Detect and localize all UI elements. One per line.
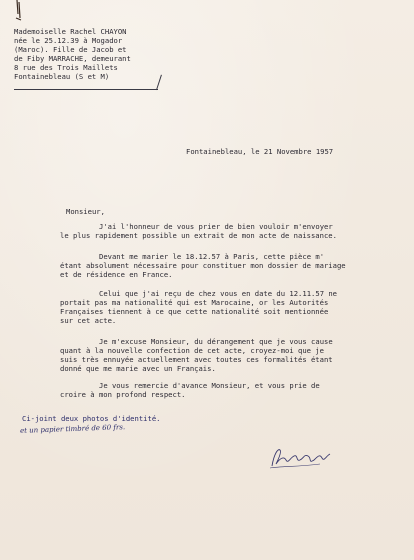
sender-line: Mademoiselle Rachel CHAYON bbox=[14, 27, 127, 36]
body-line: Je m'excuse Monsieur, du dérangement que je vous cause bbox=[99, 337, 333, 346]
sender-line: 8 rue des Trois Maillets bbox=[14, 63, 118, 72]
body-line: portait pas ma nationalité qui est Marocaine, or les Autorités bbox=[60, 298, 329, 307]
body-line: Devant me marier le 18.12.57 à Paris, cette pièce m' bbox=[99, 252, 325, 261]
body-line: et de résidence en France. bbox=[60, 270, 173, 279]
handwritten-note: et un papier timbré de 60 frs. bbox=[19, 423, 126, 435]
sender-line: née le 25.12.39 à Mogador bbox=[14, 36, 123, 45]
body-line: J'ai l'honneur de vous prier de bien vouloir m'envoyer bbox=[99, 222, 333, 231]
date-line: Fontainebleau, le 21 Novembre 1957 bbox=[186, 147, 334, 156]
body-line: étant absolument nécessaire pour constituer mon dossier de mariage bbox=[60, 261, 346, 270]
body-line: sur cet acte. bbox=[60, 316, 117, 325]
address-underline bbox=[14, 89, 158, 90]
body-line: Françaises tiennent à ce que cette nationalité soit mentionnée bbox=[60, 307, 329, 316]
address-slash-mark bbox=[156, 75, 162, 91]
salutation: Monsieur, bbox=[66, 207, 105, 216]
sender-line: de Fiby MARRACHE, demeurant bbox=[14, 54, 131, 63]
body-line: suis très ennuyée actuellement avec toutes ces formalités étant bbox=[60, 355, 333, 364]
sender-line: (Maroc). Fille de Jacob et bbox=[14, 45, 127, 54]
signature bbox=[268, 440, 338, 474]
enclosure-line: Ci-joint deux photos d'identité. bbox=[22, 414, 161, 423]
staple-mark bbox=[14, 0, 22, 26]
body-line: Celui que j'ai reçu de chez vous en date du 12.11.57 ne bbox=[99, 289, 337, 298]
sender-line: Fontainebleau (S et M) bbox=[14, 72, 110, 81]
body-line: quant à la nouvelle confection de cet acte, croyez-moi que je bbox=[60, 346, 324, 355]
body-line: donné que me marie avec un Français. bbox=[60, 364, 216, 373]
body-line: le plus rapidement possible un extrait de mon acte de naissance. bbox=[60, 231, 337, 240]
body-line: Je vous remercie d'avance Monsieur, et vous prie de bbox=[99, 381, 320, 390]
body-line: croire à mon profond respect. bbox=[60, 390, 186, 399]
